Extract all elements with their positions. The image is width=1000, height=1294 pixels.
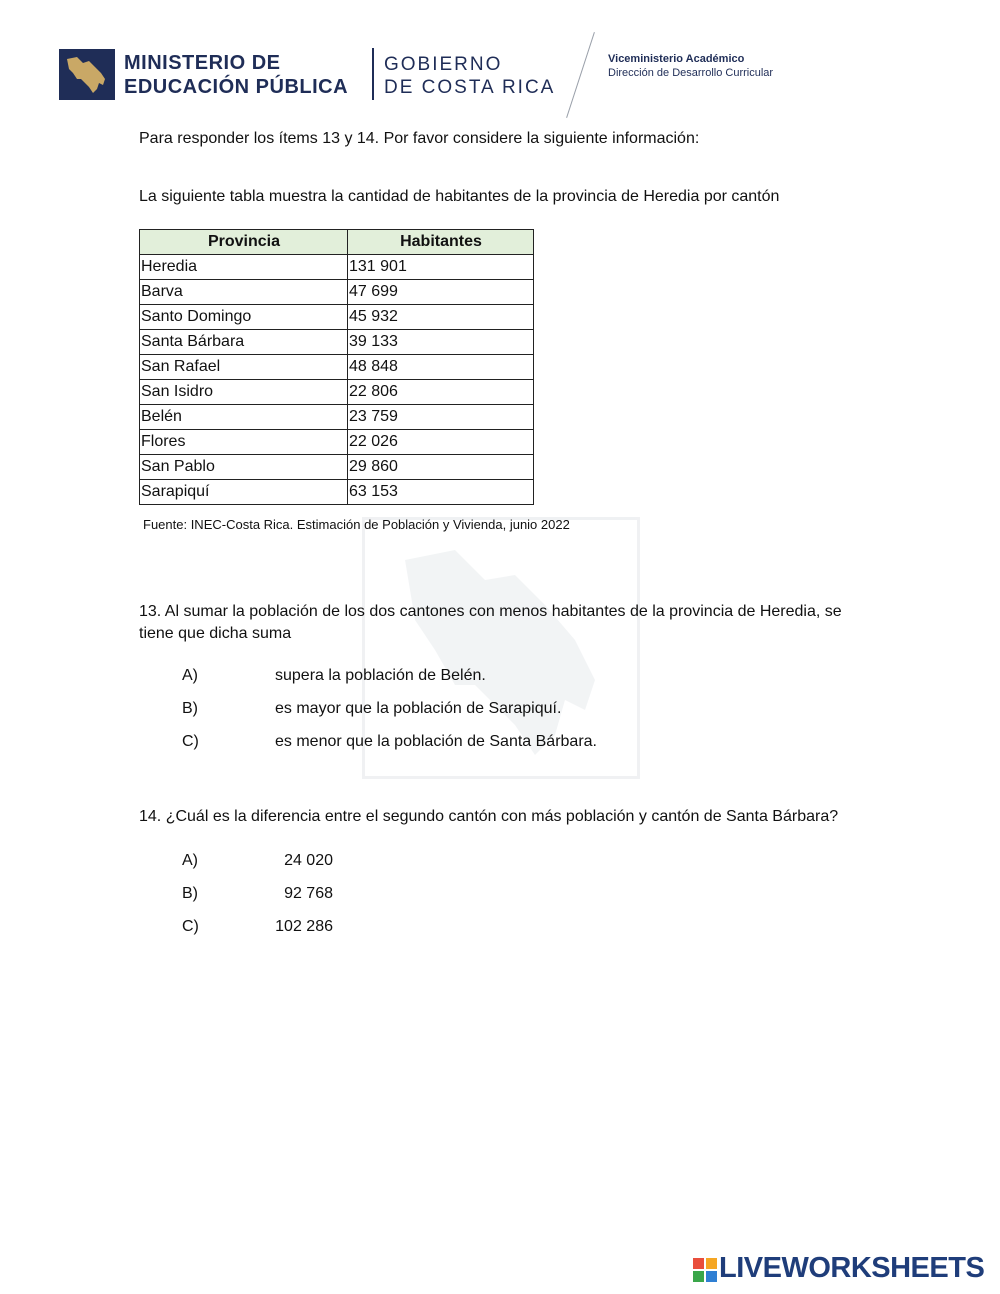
header-divider <box>372 48 374 100</box>
table-row <box>140 405 534 430</box>
canton-cell: Sarapiquí <box>140 480 348 505</box>
gov-line2: DE COSTA RICA <box>384 77 556 98</box>
canton-cell: Flores <box>140 430 348 455</box>
q14-option-b-letter[interactable]: B) <box>182 885 198 902</box>
table-caption: La siguiente tabla muestra la cantidad de habitantes de la provincia de Heredia por cantón <box>139 188 780 205</box>
table-row <box>140 255 534 280</box>
ministry-name <box>124 51 348 99</box>
vice-ministry-title: Viceministerio Académico <box>608 53 745 65</box>
table-header-row <box>140 230 534 255</box>
q13-option-b-letter[interactable]: B) <box>182 700 198 717</box>
costa-rica-map-logo-icon <box>59 49 115 100</box>
table-source-note: Fuente: INEC-Costa Rica. Estimación de Población y Vivienda, junio 2022 <box>143 517 570 532</box>
canton-cell: San Isidro <box>140 380 348 405</box>
liveworksheets-logo-icon <box>693 1258 717 1282</box>
population-cell: 22 806 <box>348 380 534 405</box>
q14-option-b-value[interactable]: 92 768 <box>284 885 333 902</box>
q14-option-a-letter[interactable]: A) <box>182 852 198 869</box>
population-cell: 131 901 <box>348 255 534 280</box>
q14-option-c-letter[interactable]: C) <box>182 918 199 935</box>
q14-text: 14. ¿Cuál es la diferencia entre el segundo cantón con más población y cantón de Santa Bárbara? <box>139 808 839 825</box>
canton-cell: Santa Bárbara <box>140 330 348 355</box>
gov-line1: GOBIERNO <box>384 54 503 75</box>
q13-option-a-letter[interactable]: A) <box>182 667 198 684</box>
q14-option-c-value[interactable]: 102 286 <box>275 918 333 935</box>
government-name <box>384 53 555 99</box>
q13-option-c-text[interactable]: es menor que la población de Santa Bárbara. <box>275 733 597 750</box>
canton-cell: San Pablo <box>140 455 348 480</box>
table-row <box>140 330 534 355</box>
population-cell: 23 759 <box>348 405 534 430</box>
table-row <box>140 305 534 330</box>
q13-text-line2: tiene que dicha suma <box>139 625 292 642</box>
q13-option-c-letter[interactable]: C) <box>182 733 199 750</box>
column-header-inhabitants: Habitantes <box>348 230 534 255</box>
canton-cell: Heredia <box>140 255 348 280</box>
table-row <box>140 280 534 305</box>
canton-cell: Santo Domingo <box>140 305 348 330</box>
population-cell: 47 699 <box>348 280 534 305</box>
q13-option-a-text[interactable]: supera la población de Belén. <box>275 667 486 684</box>
table-row <box>140 355 534 380</box>
population-table <box>139 229 534 505</box>
population-cell: 22 026 <box>348 430 534 455</box>
q13-option-b-text[interactable]: es mayor que la población de Sarapiquí. <box>275 700 562 717</box>
vice-ministry-subtitle: Dirección de Desarrollo Curricular <box>608 67 774 79</box>
header-slash-divider <box>566 32 595 118</box>
population-cell: 48 848 <box>348 355 534 380</box>
table-row <box>140 430 534 455</box>
canton-cell: San Rafael <box>140 355 348 380</box>
table-row <box>140 480 534 505</box>
table-row <box>140 455 534 480</box>
q13-text-line1: 13. Al sumar la población de los dos cantones con menos habitantes de la provincia de Heredia, se <box>139 603 842 620</box>
canton-cell: Belén <box>140 405 348 430</box>
population-cell: 45 932 <box>348 305 534 330</box>
ministry-line2: EDUCACIÓN PÚBLICA <box>124 76 349 98</box>
column-header-province: Provincia <box>140 230 348 255</box>
population-cell: 39 133 <box>348 330 534 355</box>
intro-text: Para responder los ítems 13 y 14. Por favor considere la siguiente información: <box>139 130 700 147</box>
canton-cell: Barva <box>140 280 348 305</box>
q14-option-a-value[interactable]: 24 020 <box>284 852 333 869</box>
population-cell: 29 860 <box>348 455 534 480</box>
ministry-line1: MINISTERIO DE <box>124 52 281 74</box>
population-cell: 63 153 <box>348 480 534 505</box>
liveworksheets-brand[interactable]: LIVEWORKSHEETS <box>719 1252 985 1284</box>
table-row <box>140 380 534 405</box>
